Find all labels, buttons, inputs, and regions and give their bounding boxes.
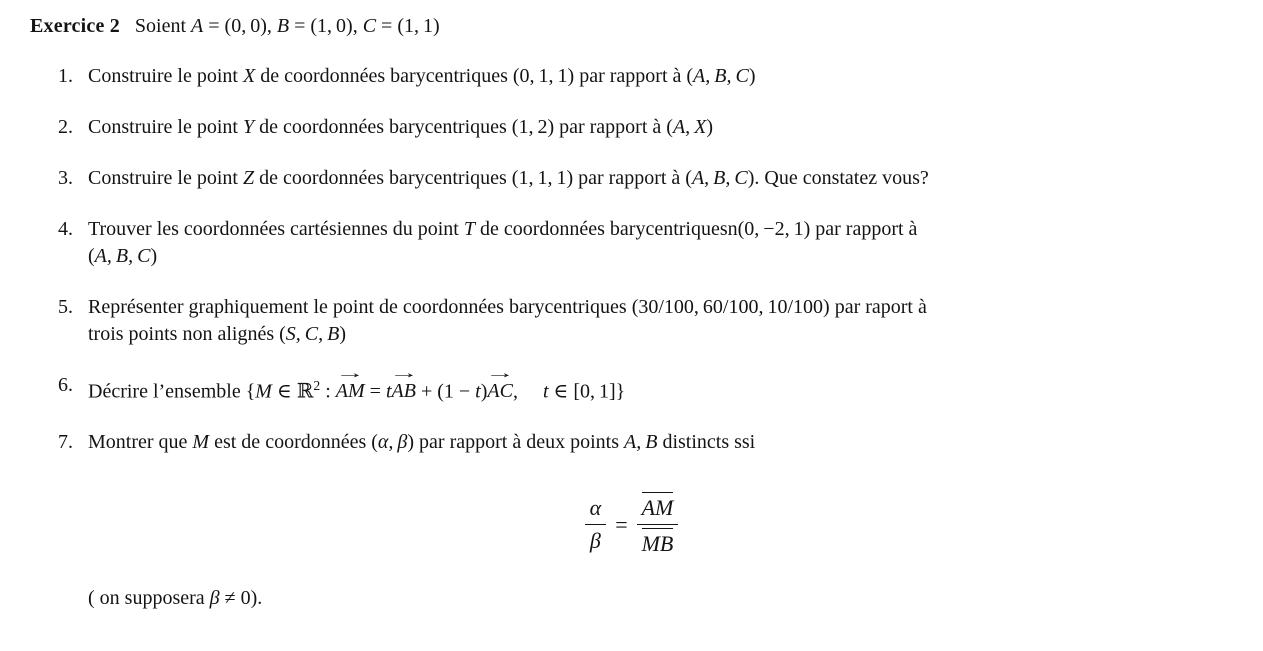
item-text [88, 216, 1208, 270]
exercise-item-4 [30, 216, 1233, 270]
text-segment: A, B, C [94, 245, 151, 267]
exercise-item-2 [30, 114, 1233, 141]
text-segment: Représenter graphiquement le point de coordonnées barycentriques (30/100, 60/100, 10/100) par raport à [88, 296, 927, 318]
text-segment: ≠ 0). [219, 587, 263, 610]
text-segment: ) [150, 245, 158, 267]
text-segment: ) [480, 380, 488, 403]
item-number: 2. [58, 116, 73, 138]
text-segment: trois points non alignés ( [88, 323, 286, 345]
fraction-denominator [637, 524, 679, 557]
text-segment: ) par rapport à deux points [407, 431, 624, 454]
text-segment: de coordonnées barycentriquesn(0, −2, 1) par rapport à [474, 218, 918, 240]
text-segment: Construire le point [88, 167, 243, 189]
text-segment: Construire le point [88, 65, 243, 87]
text-segment: ). Que constatez vous? [747, 167, 929, 189]
text-segment: A, B [624, 431, 658, 454]
text-segment: Montrer que [88, 431, 193, 454]
text-segment: A, X [672, 116, 707, 138]
text-segment: distincts ssi [657, 431, 756, 454]
fraction-numerator: α [589, 495, 602, 521]
text-segment: Trouver les coordonnées cartésiennes du point [88, 218, 464, 240]
text-segment: A, B, C [693, 65, 749, 87]
text-segment: , [512, 380, 543, 403]
text-segment: ) [706, 116, 714, 138]
text-segment: A, B, C [691, 167, 748, 189]
exercise-item-5 [30, 294, 1233, 348]
text-segment: est de coordonnées ( [209, 431, 378, 454]
text-segment: t [542, 380, 549, 403]
vector-term: → AB [392, 378, 416, 405]
text-segment: C [362, 15, 377, 37]
item-text [88, 429, 1208, 456]
fraction-numerator [637, 492, 679, 524]
text-segment: Y [242, 116, 255, 138]
exercise-item-7 [30, 429, 1233, 456]
vector-term: → AC [487, 378, 513, 405]
text-segment: 2 [313, 378, 321, 393]
text-segment: M [192, 431, 210, 454]
text-segment: de coordonnées barycentriques (1, 2) par rapport à ( [254, 116, 673, 138]
text-segment: de coordonnées barycentriques (0, 1, 1) par rapport à ( [255, 65, 694, 87]
item-text [88, 372, 1208, 405]
text-segment: S, C, B [285, 323, 340, 345]
text-segment: t [385, 380, 392, 403]
item-text [88, 165, 1208, 192]
exercise-item-1 [30, 63, 1233, 90]
item-text [88, 294, 1208, 348]
fraction-am-mb [637, 492, 679, 557]
display-equation [585, 492, 679, 557]
item-number: 6. [58, 374, 73, 396]
text-segment: ) [339, 323, 347, 345]
text-segment: β [209, 587, 220, 610]
text-segment: de coordonnées barycentriques (1, 1, 1) par rapport à ( [254, 167, 692, 189]
overline-am: AM [642, 492, 674, 521]
text-segment: Z [242, 167, 255, 189]
text-segment: ) [748, 65, 756, 87]
item-number: 1. [58, 65, 73, 87]
assumption-note [88, 585, 1233, 612]
exercise-item-3 [30, 165, 1233, 192]
exercise-intro [135, 15, 440, 37]
display-equation-wrap [30, 492, 1233, 557]
text-segment: α, β [377, 431, 408, 454]
item-number: 4. [58, 218, 73, 240]
text-segment: = (1, 0), [289, 15, 363, 37]
fraction-alpha-beta [585, 495, 607, 554]
fraction-denominator: β [585, 524, 606, 554]
item-text [88, 63, 1208, 90]
text-segment: = (1, 1) [376, 15, 440, 37]
item-number: 3. [58, 167, 73, 189]
text-segment: T [463, 218, 475, 240]
text-segment: ( [88, 245, 95, 267]
item-number: 7. [58, 431, 73, 454]
text-segment: X [242, 65, 256, 87]
vector-term: → AM [336, 378, 365, 405]
item-number: 5. [58, 296, 73, 318]
text-segment: + (1 − [415, 380, 476, 403]
text-segment: t [475, 380, 481, 403]
item-text [88, 114, 1208, 141]
text-segment: ( on supposera [88, 587, 210, 610]
exercise-title: Exercice 2 [30, 15, 120, 37]
exercise-item-6 [30, 372, 1233, 405]
text-segment: ∈ [0, 1]} [548, 380, 626, 403]
text-segment: Soient [134, 15, 192, 37]
text-segment: M [255, 380, 272, 403]
text-segment: = [364, 380, 386, 403]
text-segment: A [191, 15, 204, 37]
exercise-header [30, 13, 1233, 40]
text-segment: B [276, 15, 290, 37]
text-segment: : [320, 380, 336, 403]
overline-mb: MB [642, 528, 674, 557]
text-segment: Construire le point [88, 116, 243, 138]
text-segment: Décrire l’ensemble { [88, 380, 256, 403]
text-segment: = (0, 0), [203, 15, 277, 37]
equals-sign: = [615, 511, 628, 537]
text-segment: ∈ ℝ [271, 380, 314, 403]
